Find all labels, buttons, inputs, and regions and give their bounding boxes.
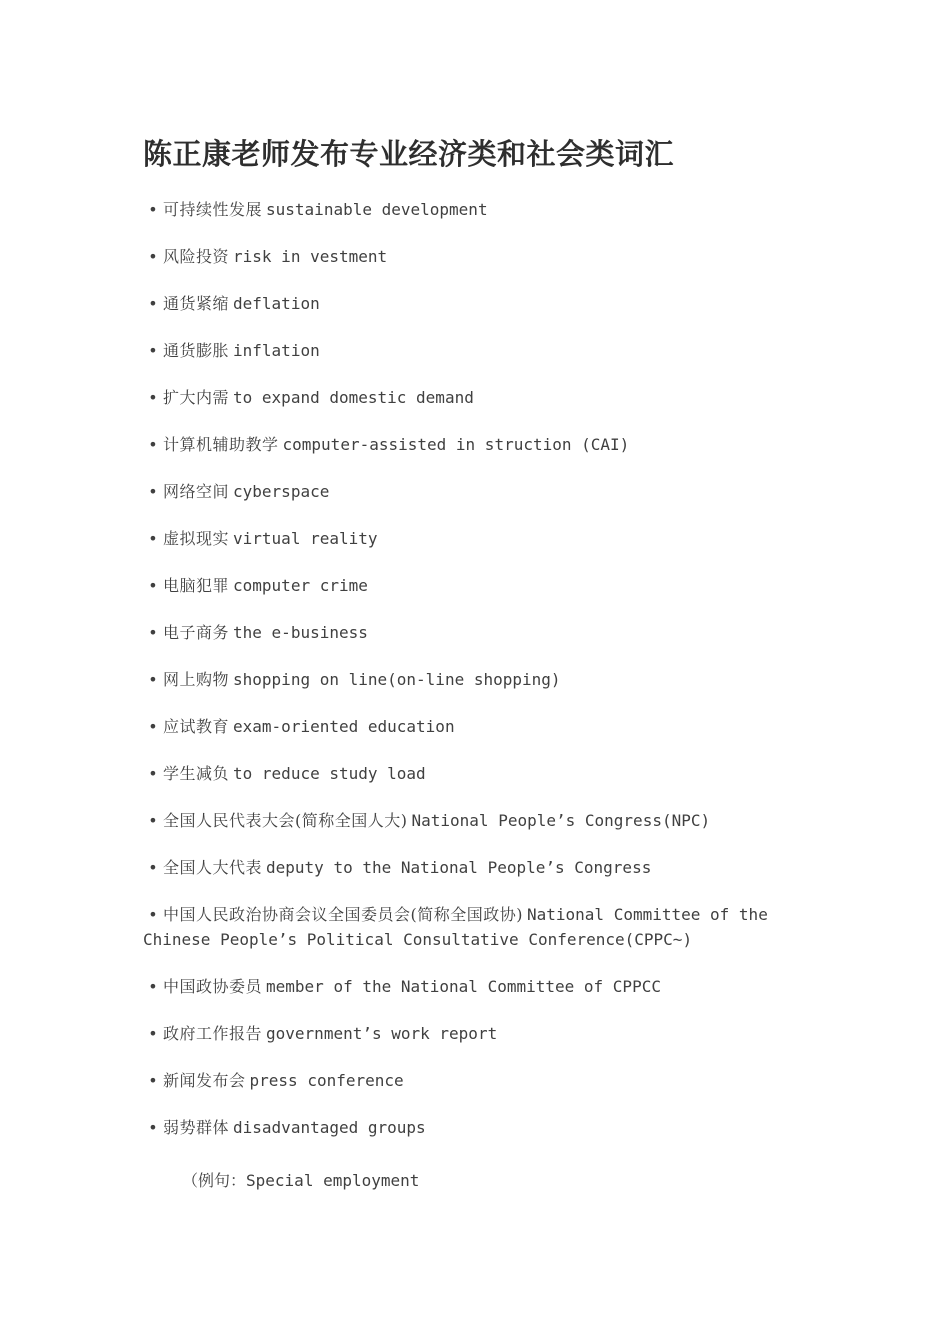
bullet-icon: • [148, 623, 158, 642]
term-english: cyberspace [233, 482, 330, 501]
vocabulary-item [143, 714, 823, 739]
term-chinese: 中国政协委员 [163, 977, 263, 996]
bullet-icon: • [148, 576, 158, 595]
example-note [182, 1168, 419, 1193]
bullet-icon: • [148, 529, 158, 548]
vocabulary-item [143, 761, 823, 786]
term-chinese: 网络空间 [163, 482, 230, 501]
vocabulary-item [143, 432, 823, 457]
bullet-icon: • [148, 341, 158, 360]
vocabulary-item [143, 338, 823, 363]
term-english: press conference [249, 1071, 404, 1090]
bullet-icon: • [148, 388, 158, 407]
document-title: 陈正康老师发布专业经济类和社会类词汇 [143, 137, 675, 171]
term-english: the e-business [233, 623, 368, 642]
vocabulary-item [143, 902, 823, 952]
term-english: virtual reality [233, 529, 378, 548]
bullet-icon: • [148, 200, 158, 219]
bullet-icon: • [148, 294, 158, 313]
term-chinese: 风险投资 [163, 247, 230, 266]
vocabulary-item [143, 291, 823, 316]
term-english: computer crime [233, 576, 368, 595]
vocabulary-list [143, 197, 823, 1162]
vocabulary-item [143, 667, 823, 692]
term-chinese: 学生减负 [163, 764, 230, 783]
vocabulary-item [143, 385, 823, 410]
vocabulary-item [143, 479, 823, 504]
term-english: National People’s Congress(NPC) [411, 811, 711, 830]
vocabulary-item [143, 1115, 823, 1140]
term-chinese: 弱势群体 [163, 1118, 230, 1137]
term-english: to reduce study load [233, 764, 426, 783]
term-chinese: 虚拟现实 [163, 529, 230, 548]
term-english: disadvantaged groups [233, 1118, 426, 1137]
bullet-icon: • [148, 482, 158, 501]
bullet-icon: • [148, 670, 158, 689]
term-chinese: 计算机辅助教学 [163, 435, 279, 454]
term-chinese: 新闻发布会 [163, 1071, 246, 1090]
bullet-icon: • [148, 905, 158, 924]
example-note-text: Special employment [246, 1171, 420, 1190]
term-english: computer-assisted in struction (CAI) [282, 435, 630, 454]
term-chinese: 扩大内需 [163, 388, 230, 407]
bullet-icon: • [148, 811, 158, 830]
term-english: member of the National Committee of CPPCC [266, 977, 661, 996]
term-english: shopping on line(on-line shopping) [233, 670, 561, 689]
bullet-icon: • [148, 977, 158, 996]
term-english: exam-oriented education [233, 717, 455, 736]
bullet-icon: • [148, 1118, 158, 1137]
vocabulary-item [143, 197, 823, 222]
vocabulary-item [143, 1021, 823, 1046]
term-english: National Committee of the Chinese People’s Political Consultative Conference(CPPC~) [143, 905, 768, 949]
vocabulary-item [143, 855, 823, 880]
vocabulary-item [143, 244, 823, 269]
bullet-icon: • [148, 764, 158, 783]
term-english: deputy to the National People’s Congress [266, 858, 652, 877]
example-note-label: （例句： [182, 1171, 247, 1190]
term-chinese: 全国人民代表大会(简称全国人大) [163, 811, 408, 830]
term-chinese: 政府工作报告 [163, 1024, 263, 1043]
term-english: risk in vestment [233, 247, 388, 266]
vocabulary-item [143, 974, 823, 999]
vocabulary-item [143, 526, 823, 551]
bullet-icon: • [148, 1071, 158, 1090]
term-chinese: 电子商务 [163, 623, 230, 642]
term-chinese: 可持续性发展 [163, 200, 263, 219]
term-english: sustainable development [266, 200, 488, 219]
bullet-icon: • [148, 717, 158, 736]
term-chinese: 全国人大代表 [163, 858, 263, 877]
term-english: to expand domestic demand [233, 388, 474, 407]
vocabulary-item [143, 573, 823, 598]
vocabulary-item [143, 620, 823, 645]
term-chinese: 网上购物 [163, 670, 230, 689]
term-chinese: 电脑犯罪 [163, 576, 230, 595]
bullet-icon: • [148, 435, 158, 454]
term-chinese: 应试教育 [163, 717, 230, 736]
vocabulary-item [143, 808, 823, 833]
bullet-icon: • [148, 247, 158, 266]
term-chinese: 通货膨胀 [163, 341, 230, 360]
term-english: government’s work report [266, 1024, 498, 1043]
term-chinese: 通货紧缩 [163, 294, 230, 313]
bullet-icon: • [148, 858, 158, 877]
vocabulary-item [143, 1068, 823, 1093]
term-english: deflation [233, 294, 320, 313]
term-chinese: 中国人民政治协商会议全国委员会(简称全国政协) [163, 905, 523, 924]
term-english: inflation [233, 341, 320, 360]
bullet-icon: • [148, 1024, 158, 1043]
